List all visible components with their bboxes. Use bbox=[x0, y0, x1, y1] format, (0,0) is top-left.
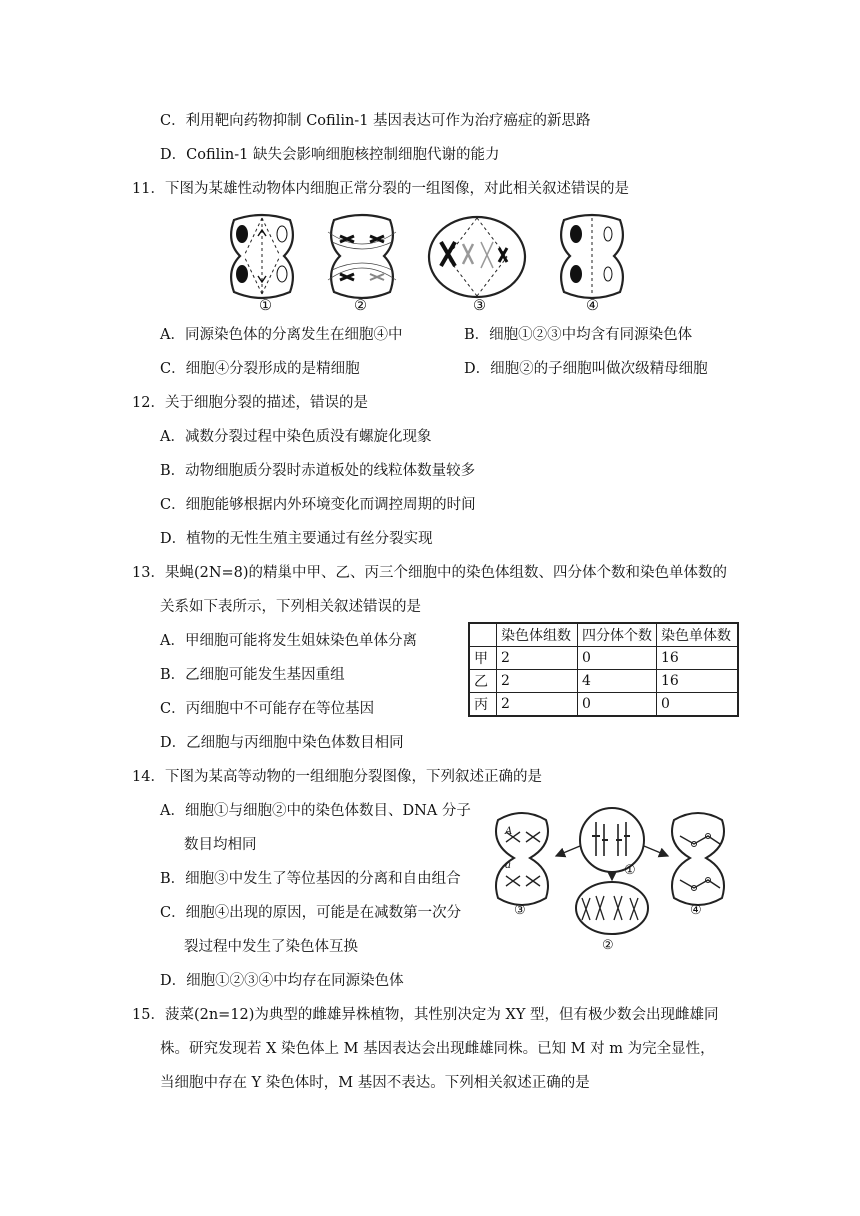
q12-option-a: A．减数分裂过程中染色质没有螺旋化现象 bbox=[160, 429, 432, 445]
q14-label-3: ③ bbox=[514, 903, 526, 918]
q11-option-b: B．细胞①②③中均含有同源染色体 bbox=[464, 327, 693, 343]
table-row bbox=[469, 670, 738, 693]
table-cell: 甲 bbox=[469, 647, 497, 670]
question-12-stem: 12．关于细胞分裂的描述，错误的是 bbox=[132, 395, 368, 411]
question-15-stem-line2: 株。研究发现若 X 染色体上 M 基因表达会出现雌雄同株。已知 M 对 m 为完全显性， bbox=[160, 1041, 715, 1057]
q14-option-d: D．细胞①②③④中均存在同源染色体 bbox=[160, 973, 404, 989]
table-cell: 2 bbox=[497, 670, 578, 693]
question-15-stem-line1: 15．菠菜(2n=12)为典型的雌雄异株植物，其性别决定为 XY 型，但有极少数会出现雌雄同 bbox=[132, 1007, 719, 1023]
q11-label-4: ④ bbox=[586, 298, 599, 314]
table-cell: 丙 bbox=[469, 693, 497, 717]
q14-option-c: C．细胞④出现的原因，可能是在减数第一次分 bbox=[160, 905, 462, 921]
question-11-stem: 11．下图为某雄性动物体内细胞正常分裂的一组图像，对此相关叙述错误的是 bbox=[132, 181, 629, 197]
table-header-cell: 染色单体数 bbox=[657, 623, 739, 647]
q11-cell-division-figure bbox=[222, 212, 642, 322]
q12-option-b: B．动物细胞质分裂时赤道板处的线粒体数量较多 bbox=[160, 463, 476, 479]
q13-option-d: D．乙细胞与丙细胞中染色体数目相同 bbox=[160, 735, 404, 751]
q12-option-d: D．植物的无性生殖主要通过有丝分裂实现 bbox=[160, 531, 433, 547]
table-cell: 4 bbox=[578, 670, 657, 693]
cell-4-figure bbox=[561, 215, 623, 298]
table-header-row bbox=[469, 623, 738, 647]
q13-option-b: B．乙细胞可能发生基因重组 bbox=[160, 667, 345, 683]
table-row bbox=[469, 693, 738, 717]
table-cell: 2 bbox=[497, 647, 578, 670]
cell-2-figure bbox=[576, 882, 648, 934]
q11-option-c: C．细胞④分裂形成的是精细胞 bbox=[160, 361, 360, 377]
q14-gene-label-a: a bbox=[505, 860, 511, 871]
q14-option-a: A．细胞①与细胞②中的染色体数目、DNA 分子 bbox=[160, 803, 471, 819]
q13-option-a: A．甲细胞可能将发生姐妹染色单体分离 bbox=[160, 633, 417, 649]
table-cell: 16 bbox=[657, 670, 739, 693]
table-header-cell: 四分体个数 bbox=[578, 623, 657, 647]
cell-4-figure bbox=[672, 813, 724, 905]
q14-option-b: B．细胞③中发生了等位基因的分离和自由组合 bbox=[160, 871, 461, 887]
q11-label-1: ① bbox=[259, 298, 272, 314]
q14-label-2: ② bbox=[602, 938, 614, 953]
table-header-cell: 染色体组数 bbox=[497, 623, 578, 647]
q14-label-1: ① bbox=[624, 863, 636, 878]
table-header-cell bbox=[469, 623, 497, 647]
q13-data-table bbox=[468, 622, 739, 717]
q11-label-2: ② bbox=[354, 298, 367, 314]
cell-3-figure bbox=[429, 217, 525, 297]
table-cell: 16 bbox=[657, 647, 739, 670]
q11-option-d: D．细胞②的子细胞叫做次级精母细胞 bbox=[464, 361, 708, 377]
q14-cell-division-figure bbox=[486, 806, 756, 956]
question-14-stem: 14．下图为某高等动物的一组细胞分裂图像，下列叙述正确的是 bbox=[132, 769, 542, 785]
table-cell: 0 bbox=[578, 647, 657, 670]
question-13-stem-line1: 13．果蝇(2N=8)的精巢中甲、乙、丙三个细胞中的染色体组数、四分体个数和染色单体数的 bbox=[132, 565, 728, 581]
q11-label-3: ③ bbox=[473, 298, 486, 314]
option-d-prev: D．Cofilin-1 缺失会影响细胞核控制细胞代谢的能力 bbox=[160, 147, 500, 163]
q11-option-a: A．同源染色体的分离发生在细胞④中 bbox=[160, 327, 403, 343]
question-15-stem-line3: 当细胞中存在 Y 染色体时，M 基因不表达。下列相关叙述正确的是 bbox=[160, 1075, 590, 1091]
table-cell: 0 bbox=[578, 693, 657, 717]
q14-gene-label-A: A bbox=[505, 826, 513, 837]
table-cell: 0 bbox=[657, 693, 739, 717]
q14-option-a-cont: 数目均相同 bbox=[184, 837, 257, 853]
table-cell: 2 bbox=[497, 693, 578, 717]
table-row bbox=[469, 647, 738, 670]
cell-2-figure bbox=[328, 215, 396, 298]
q13-option-c: C．丙细胞中不可能存在等位基因 bbox=[160, 701, 375, 717]
table-cell: 乙 bbox=[469, 670, 497, 693]
cell-3-figure bbox=[496, 813, 548, 905]
q12-option-c: C．细胞能够根据内外环境变化而调控周期的时间 bbox=[160, 497, 476, 513]
cell-1-figure bbox=[231, 215, 293, 298]
q14-label-4: ④ bbox=[690, 903, 702, 918]
option-c-prev: C．利用靶向药物抑制 Cofilin-1 基因表达可作为治疗癌症的新思路 bbox=[160, 113, 591, 129]
question-13-stem-line2: 关系如下表所示，下列相关叙述错误的是 bbox=[160, 599, 421, 615]
q14-option-c-cont: 裂过程中发生了染色体互换 bbox=[184, 939, 358, 955]
